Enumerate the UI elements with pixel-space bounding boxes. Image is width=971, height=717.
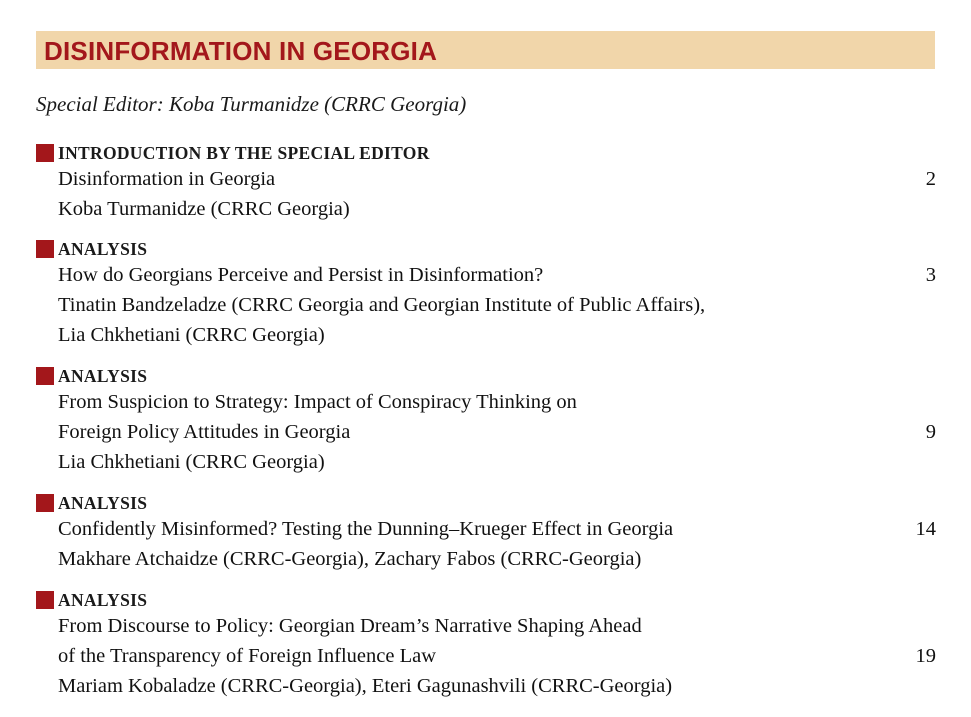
toc-entry[interactable] [36, 142, 936, 224]
toc-entry[interactable] [36, 365, 936, 477]
section-header [36, 238, 936, 260]
toc-entry[interactable] [36, 589, 936, 701]
section-label: ANALYSIS [58, 493, 148, 513]
section-label: ANALYSIS [58, 239, 148, 259]
toc-entry[interactable] [36, 238, 936, 350]
section-marker-icon [36, 240, 54, 258]
article-authors: Mariam Kobaladze (CRRC-Georgia), Eteri Gagunashvili (CRRC-Georgia) [58, 675, 673, 697]
section-label: ANALYSIS [58, 590, 148, 610]
article-authors: Tinatin Bandzeladze (CRRC Georgia and Georgian Institute of Public Affairs), [58, 294, 706, 316]
section-marker-icon [36, 144, 54, 162]
article-title-text: of the Transparency of Foreign Influence Law [58, 645, 436, 667]
title-banner [36, 31, 935, 69]
page-number: 19 [915, 645, 936, 667]
article-title[interactable] [36, 164, 936, 194]
article-title-text: Confidently Misinformed? Testing the Dunning–Krueger Effect in Georgia [58, 518, 674, 540]
page-title: DISINFORMATION IN GEORGIA [44, 36, 438, 66]
special-editor-line: Special Editor: Koba Turmanidze (CRRC Georgia) [36, 92, 467, 116]
article-title[interactable] [36, 514, 936, 544]
article-title-text: How do Georgians Perceive and Persist in Disinformation? [58, 264, 544, 286]
article-title[interactable]: From Discourse to Policy: Georgian Dream’s Narrative Shaping Ahead [58, 615, 642, 637]
article-authors: Lia Chkhetiani (CRRC Georgia) [58, 324, 325, 346]
article-authors: Lia Chkhetiani (CRRC Georgia) [58, 451, 325, 473]
section-marker-icon [36, 591, 54, 609]
section-header [36, 142, 936, 164]
section-header [36, 365, 936, 387]
section-label: ANALYSIS [58, 366, 148, 386]
article-title[interactable] [36, 417, 936, 447]
section-header [36, 492, 936, 514]
section-marker-icon [36, 494, 54, 512]
toc-entry[interactable] [36, 492, 936, 574]
page-number: 14 [915, 518, 936, 540]
article-title-text: Foreign Policy Attitudes in Georgia [58, 421, 351, 443]
article-title[interactable]: From Suspicion to Strategy: Impact of Conspiracy Thinking on [58, 391, 577, 413]
article-title[interactable] [36, 260, 936, 290]
section-header [36, 589, 936, 611]
page-number: 9 [925, 421, 936, 443]
section-marker-icon [36, 367, 54, 385]
page-number: 2 [925, 168, 936, 190]
article-title[interactable] [36, 641, 936, 671]
article-authors: Koba Turmanidze (CRRC Georgia) [58, 198, 350, 220]
article-title-text: Disinformation in Georgia [58, 168, 276, 190]
section-label: INTRODUCTION BY THE SPECIAL EDITOR [58, 143, 430, 163]
page-number: 3 [925, 264, 936, 286]
article-authors: Makhare Atchaidze (CRRC-Georgia), Zachary Fabos (CRRC-Georgia) [58, 548, 642, 570]
